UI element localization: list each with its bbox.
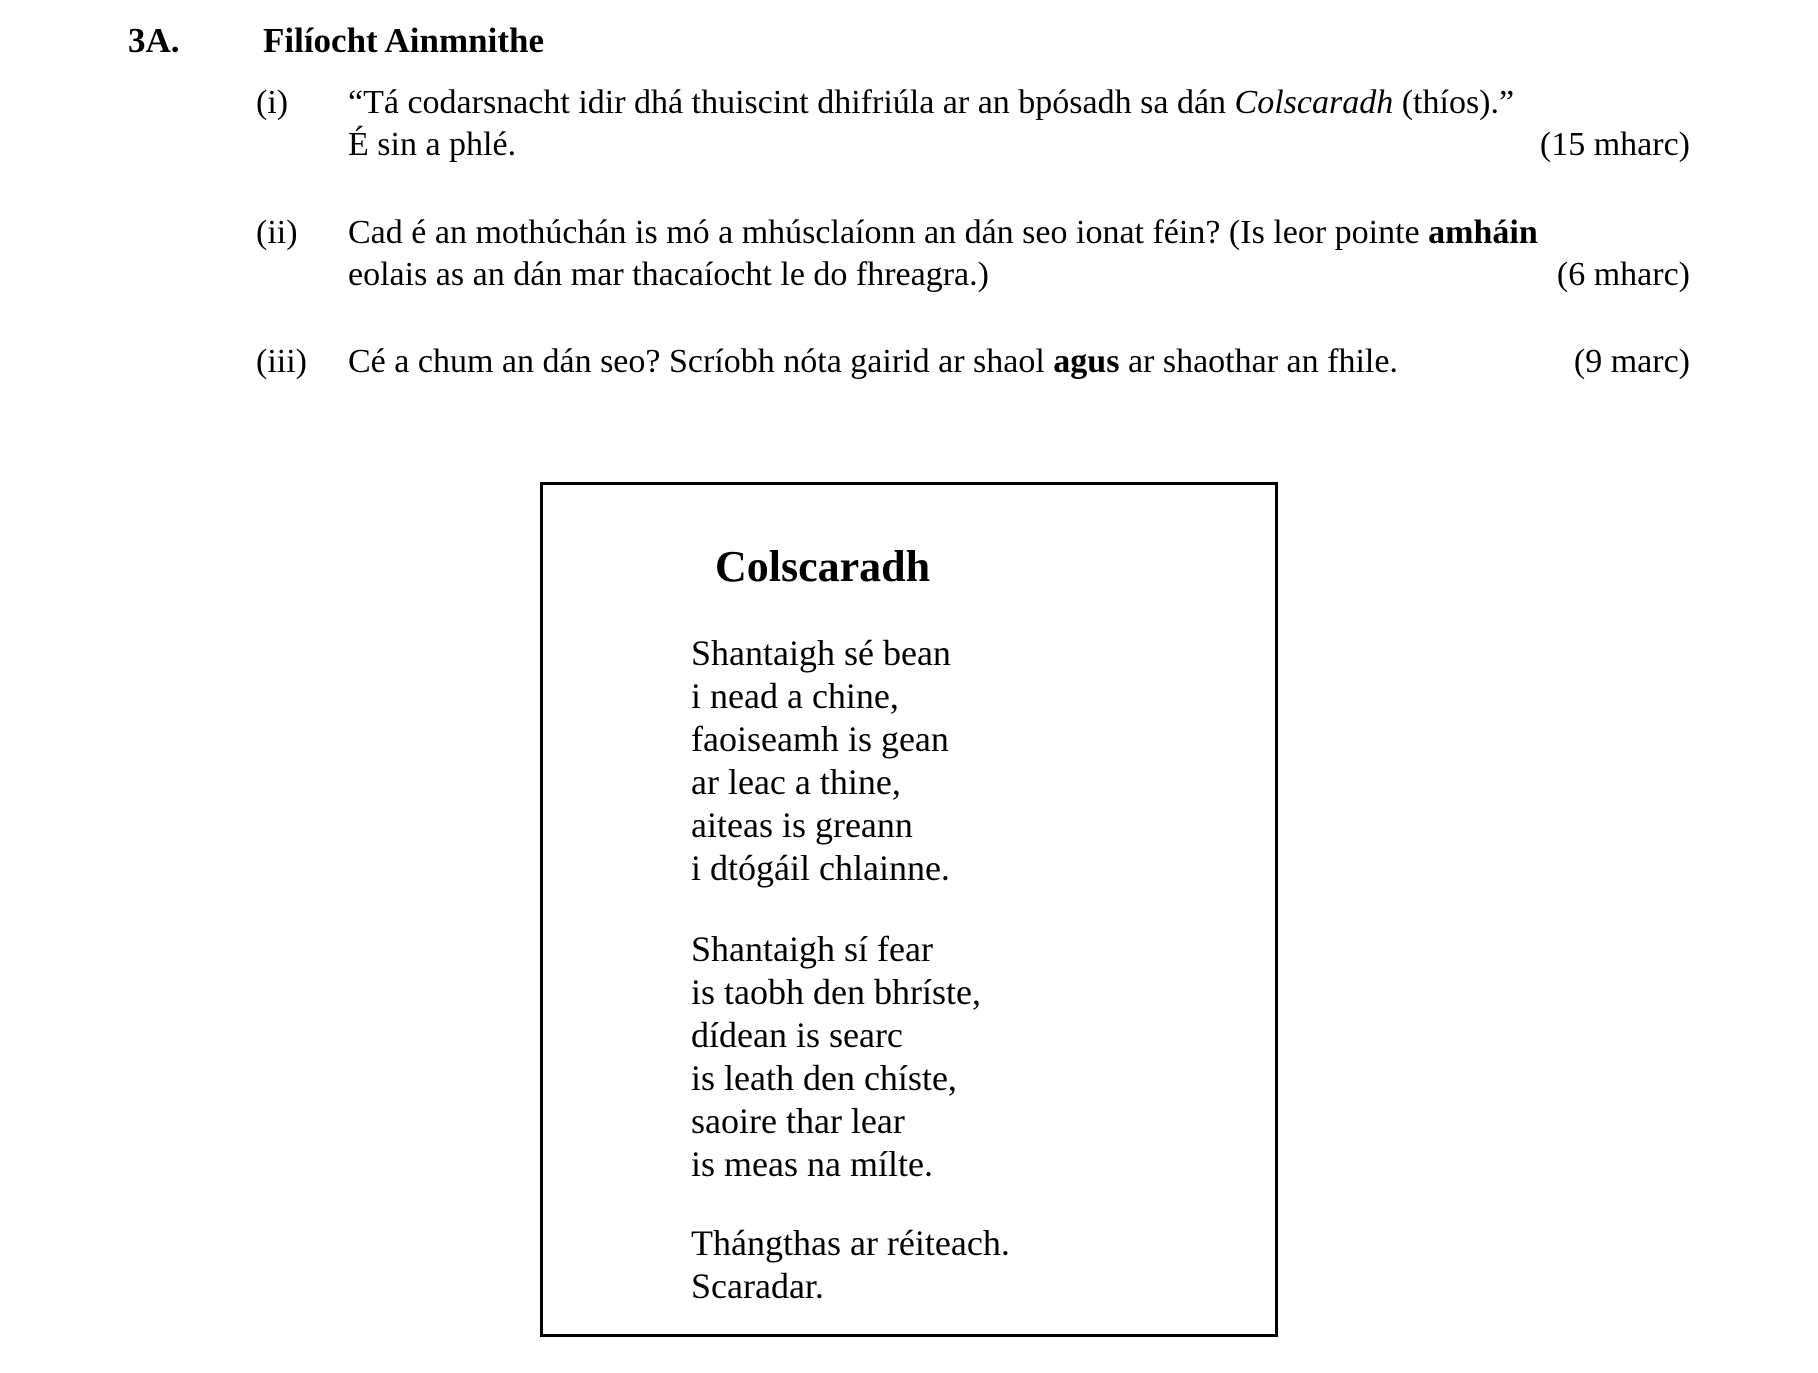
section-title: Filíocht Ainmnithe: [263, 21, 544, 60]
question-i-body: [348, 82, 1690, 166]
question-i-label: (i): [256, 84, 289, 121]
question-ii-body: [348, 212, 1690, 296]
poem-box: [540, 482, 1278, 1337]
poem-line: ar leac a thine,: [691, 762, 901, 802]
question-i: [256, 82, 1690, 166]
question-i-text-1-italic: Colscaradh: [1234, 84, 1394, 121]
question-iii-label: (iii): [256, 343, 307, 380]
poem-line: i dtógáil chlainne.: [691, 848, 950, 888]
question-ii-text-2: eolais as an dán mar thacaíocht le do fhreagra.): [348, 256, 989, 293]
poem-title: Colscaradh: [715, 542, 931, 591]
section-number: 3A.: [128, 21, 180, 60]
poem-line: aiteas is greann: [691, 805, 913, 845]
question-iii-line-1: [348, 341, 1690, 383]
poem-stanza-3: [691, 1222, 1275, 1308]
poem-line: Scaradar.: [691, 1266, 824, 1306]
question-ii-text-1: [348, 212, 1538, 254]
question-ii: [256, 212, 1690, 296]
question-ii-text-1-pre: Cad é an mothúchán is mó a mhúsclaíonn an dán seo ionat féin? (Is leor pointe: [348, 214, 1429, 251]
poem-line: i nead a chine,: [691, 676, 899, 716]
question-iii-text-1-bold: agus: [1053, 343, 1120, 380]
poem-line: is leath den chíste,: [691, 1058, 957, 1098]
section-heading: [0, 0, 1818, 62]
question-i-text-2: É sin a phlé.: [348, 126, 517, 163]
question-i-marks: (15 mharc): [1539, 126, 1690, 163]
question-ii-marks: (6 mharc): [1556, 256, 1690, 293]
question-ii-label: (ii): [256, 214, 298, 251]
question-i-text-1-pre: “Tá codarsnacht idir dhá thuiscint dhifriúla ar an bpósadh sa dán: [348, 84, 1235, 121]
question-iii-text-1-pre: Cé a chum an dán seo? Scríobh nóta gairid ar shaol: [348, 343, 1054, 380]
question-i-line-1: [348, 82, 1690, 124]
question-ii-text-1-bold: amháin: [1428, 214, 1538, 251]
question-iii-body: [348, 341, 1690, 383]
question-iii-text-1-post: ar shaothar an fhile.: [1119, 343, 1398, 380]
question-iii-marks: (9 marc): [1573, 343, 1690, 380]
question-i-line-2: [348, 124, 1690, 166]
question-iii-text-1: [348, 341, 1398, 383]
question-i-text-1: [348, 82, 1514, 124]
poem-line: dídean is searc: [691, 1015, 903, 1055]
poem-stanza-1: [691, 632, 1275, 890]
poem-line: faoiseamh is gean: [691, 719, 949, 759]
poem-line: Thángthas ar réiteach.: [691, 1223, 1010, 1263]
poem-stanza-2: [691, 928, 1275, 1186]
poem-line: is taobh den bhríste,: [691, 972, 981, 1012]
poem-line: saoire thar lear: [691, 1101, 905, 1141]
poem-line: is meas na mílte.: [691, 1144, 933, 1184]
question-iii: [256, 341, 1690, 383]
question-ii-line-1: [348, 212, 1690, 254]
question-ii-line-2: [348, 254, 1690, 296]
question-i-text-1-post: (thíos).”: [1393, 84, 1515, 121]
poem-line: Shantaigh sí fear: [691, 929, 933, 969]
poem-line: Shantaigh sé bean: [691, 633, 951, 673]
